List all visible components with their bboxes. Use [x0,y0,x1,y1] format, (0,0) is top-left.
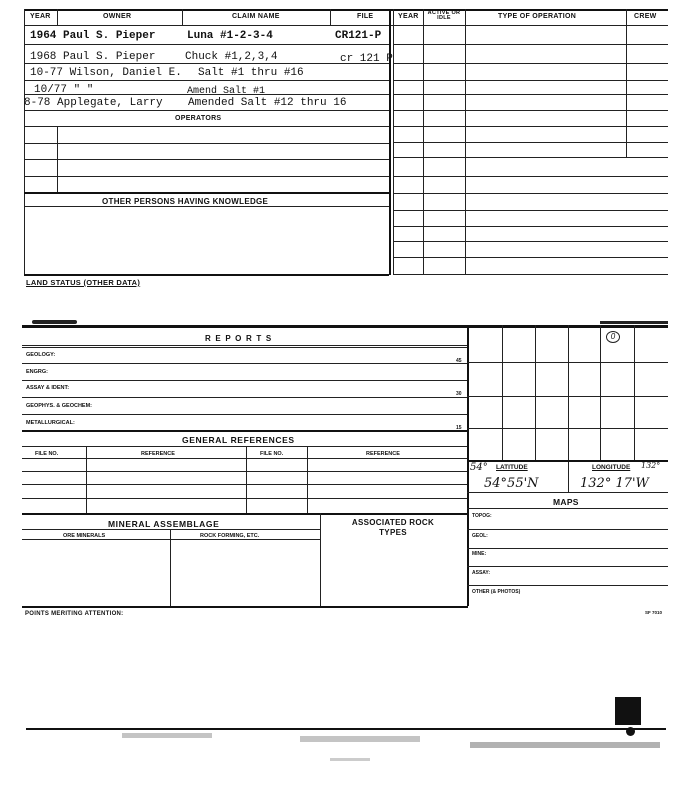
maps-assay: ASSAY: [472,570,491,576]
latitude-prefix: 54° [470,462,488,473]
claim-row-4-claim: Amend Salt #1 [187,86,266,97]
longitude-suffix: 132° [641,461,661,470]
report-engrg: ENGRG: [26,369,48,375]
gr-file-no-1: FILE NO. [35,451,59,457]
rock-forming-label: ROCK FORMING, ETC. [200,533,260,539]
points-meriting-attention: POINTS MERITING ATTENTION: [25,611,124,617]
longitude-value: 132° 17'W [580,476,649,491]
maps-title: MAPS [553,497,579,507]
gr-reference-2: REFERENCE [366,451,400,457]
report-assay: ASSAY & IDENT: [26,385,70,391]
claim-row-1-claim: Luna #1-2-3-4 [187,30,273,42]
claim-row-3-claim: Salt #1 thru #16 [198,67,304,79]
gr-file-no-2: FILE NO. [260,451,284,457]
other-persons-title: OTHER PERSONS HAVING KNOWLEDGE [102,197,269,206]
reports-title: R E P O R T S [205,334,273,343]
claim-row-1-file: CR121-P [335,30,382,42]
header-owner: OWNER [103,13,132,20]
mineral-assemblage-title: MINERAL ASSEMBLAGE [108,519,220,529]
report-geology-num: 45 [456,358,462,364]
form-number: SF 7010 [645,610,663,615]
header-year-2: YEAR [398,13,419,20]
claim-row-2-owner: 1968 Paul S. Pieper [30,51,156,63]
ore-minerals-label: ORE MINERALS [63,533,106,539]
maps-other: OTHER (& PHOTOS) [472,589,521,595]
header-type-of-operation: TYPE OF OPERATION [498,13,577,20]
header-active-idle: ACTIVE OR IDLE [427,10,461,21]
claim-row-4-owner: 10/77 " " [34,84,94,96]
header-file: FILE [357,13,374,20]
maps-mine: MINE: [472,551,487,557]
report-geology: GEOLOGY: [26,352,56,358]
general-references-title: GENERAL REFERENCES [182,435,295,445]
gr-reference-1: REFERENCE [141,451,175,457]
claim-row-5-owner: 8-78 Applegate, Larry [24,97,163,109]
claim-row-2-file: cr 121 P [340,53,393,65]
maps-topog: TOPOG: [472,513,492,519]
claim-row-5-claim: Amended Salt #12 thru 16 [188,97,347,109]
header-claim-name: CLAIM NAME [232,13,280,20]
longitude-label: LONGITUDE [592,464,631,471]
header-year: YEAR [30,13,51,20]
land-status-label: LAND STATUS (OTHER DATA) [26,278,141,287]
latitude-label: LATITUDE [496,464,528,471]
report-metallurgical-num: 15 [456,425,462,431]
header-crew: CREW [634,13,657,20]
claim-row-3-owner: 10-77 Wilson, Daniel E. [30,67,182,79]
circled-mark-text: 0 [610,332,616,341]
circled-mark [606,331,620,343]
maps-geol: GEOL: [472,533,488,539]
claim-row-1-owner: 1964 Paul S. Pieper [30,30,156,42]
claim-row-2-claim: Chuck #1,2,3,4 [185,51,278,63]
report-metallurgical: METALLURGICAL: [26,420,75,426]
report-assay-num: 30 [456,391,462,397]
latitude-value: 54°55'N [484,476,539,491]
operators-title: OPERATORS [175,115,222,122]
associated-rock-types: ASSOCIATED ROCK TYPES [351,518,435,537]
report-geophys: GEOPHYS. & GEOCHEM: [26,403,93,409]
